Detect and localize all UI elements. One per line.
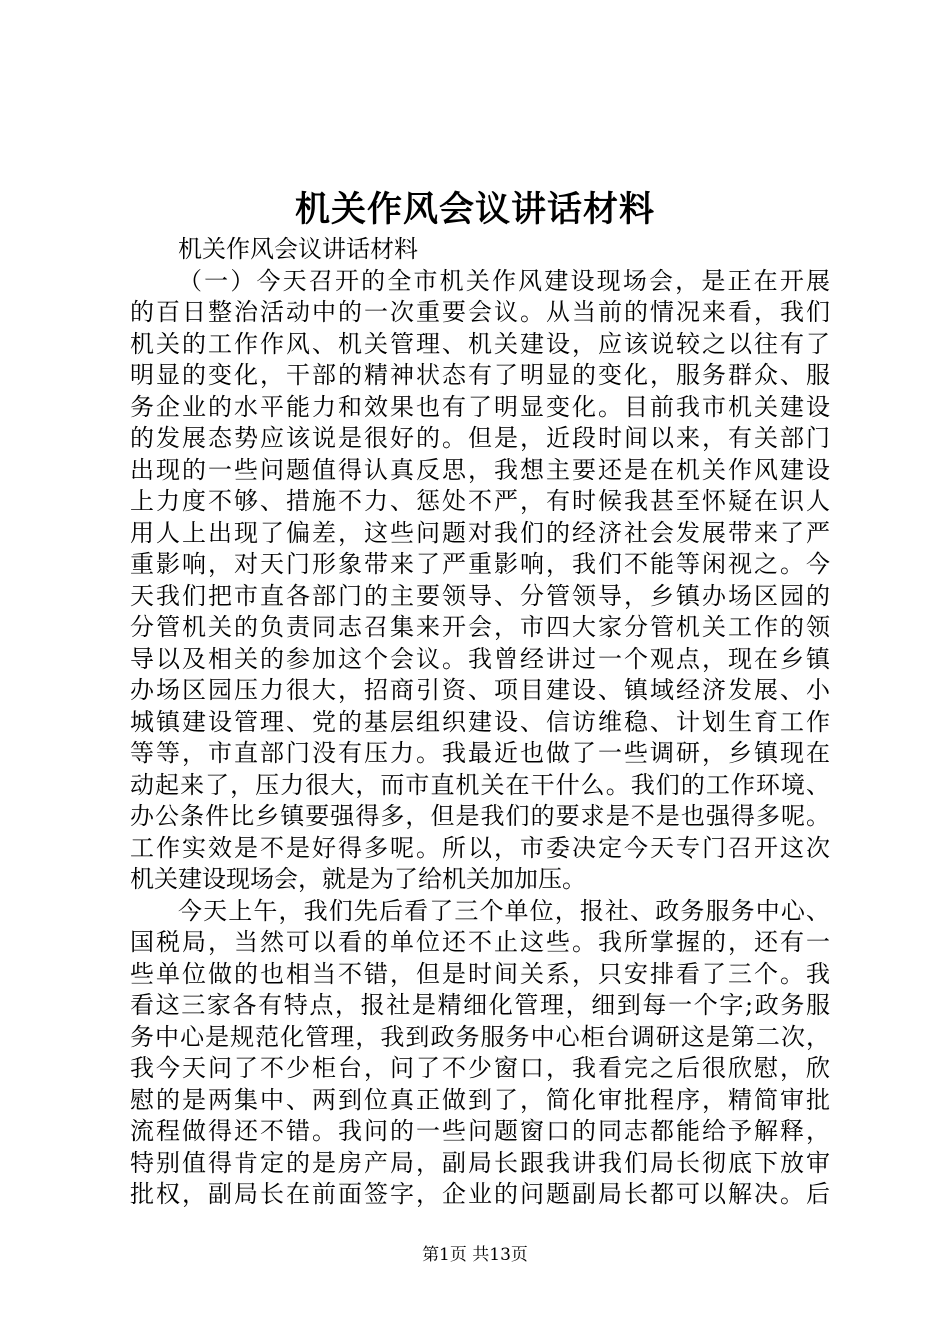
text-line: 办公条件比乡镇要强得多，但是我们的要求是不是也强得多呢。 (130, 802, 830, 830)
text-line: 国税局，当然可以看的单位还不止这些。我所掌握的，还有一 (130, 928, 830, 956)
text-line: （一）今天召开的全市机关作风建设现场会，是正在开展 (178, 266, 830, 295)
text-line: 办场区园压力很大，招商引资、项目建设、镇域经济发展、小 (130, 676, 830, 704)
text-line: 机关的工作作风、机关管理、机关建设，应该说较之以往有了 (130, 329, 830, 358)
text-line: 特别值得肯定的是房产局，副局长跟我讲我们局长彻底下放审 (130, 1148, 830, 1177)
text-line: 的发展态势应该说是很好的。但是，近段时间以来，有关部门 (130, 424, 830, 452)
text-line: 机关建设现场会，就是为了给机关加加压。 (130, 865, 586, 893)
text-line: 动起来了，压力很大，而市直机关在干什么。我们的工作环境、 (130, 770, 830, 799)
text-line: 慰的是两集中、两到位真正做到了，简化审批程序，精简审批 (130, 1085, 830, 1114)
document-body (130, 234, 830, 1211)
text-line: 流程做得还不错。我问的一些问题窗口的同志都能给予解释， (130, 1117, 830, 1145)
text-line: 等等，市直部门没有压力。我最近也做了一些调研，乡镇现在 (130, 739, 830, 767)
text-line: 我今天问了不少柜台，问了不少窗口，我看完之后很欣慰，欣 (130, 1054, 830, 1082)
document-subtitle: 机关作风会议讲话材料 (178, 235, 418, 263)
text-line: 用人上出现了偏差，这些问题对我们的经济社会发展带来了严 (130, 518, 830, 547)
document-title: 机关作风会议讲话材料 (294, 189, 655, 230)
text-line: 城镇建设管理、党的基层组织建设、信访维稳、计划生育工作 (130, 707, 830, 736)
text-line: 出现的一些问题值得认真反思，我想主要还是在机关作风建设 (130, 455, 830, 484)
page-number-footer: 第1页 共13页 (422, 1245, 528, 1265)
text-line: 些单位做的也相当不错，但是时间关系，只安排看了三个。我 (130, 959, 830, 988)
text-line: 今天上午，我们先后看了三个单位，报社、政务服务中心、 (178, 896, 830, 925)
paragraph-1 (130, 266, 830, 896)
text-line: 看这三家各有特点，报社是精细化管理，细到每一个字;政务服 (130, 991, 830, 1019)
text-line: 明显的变化，干部的精神状态有了明显的变化，服务群众、服 (130, 361, 830, 389)
text-line: 上力度不够、措施不力、惩处不严，有时候我甚至怀疑在识人 (130, 487, 830, 515)
paragraph-2 (130, 896, 830, 1211)
text-line: 分管机关的负责同志召集来开会，市四大家分管机关工作的领 (130, 613, 830, 641)
text-line: 务中心是规范化管理，我到政务服务中心柜台调研这是第二次， (130, 1022, 830, 1051)
text-line: 工作实效是不是好得多呢。所以，市委决定今天专门召开这次 (130, 833, 830, 862)
text-line: 导以及相关的参加这个会议。我曾经讲过一个观点，现在乡镇 (130, 644, 830, 673)
text-line: 重影响，对天门形象带来了严重影响，我们不能等闲视之。今 (130, 550, 830, 578)
text-line: 的百日整治活动中的一次重要会议。从当前的情况来看，我们 (130, 298, 830, 326)
text-line: 务企业的水平能力和效果也有了明显变化。目前我市机关建设 (130, 392, 830, 421)
text-line: 天我们把市直各部门的主要领导、分管领导，乡镇办场区园的 (130, 581, 830, 610)
text-line: 批权，副局长在前面签字，企业的问题副局长都可以解决。后 (130, 1180, 830, 1208)
